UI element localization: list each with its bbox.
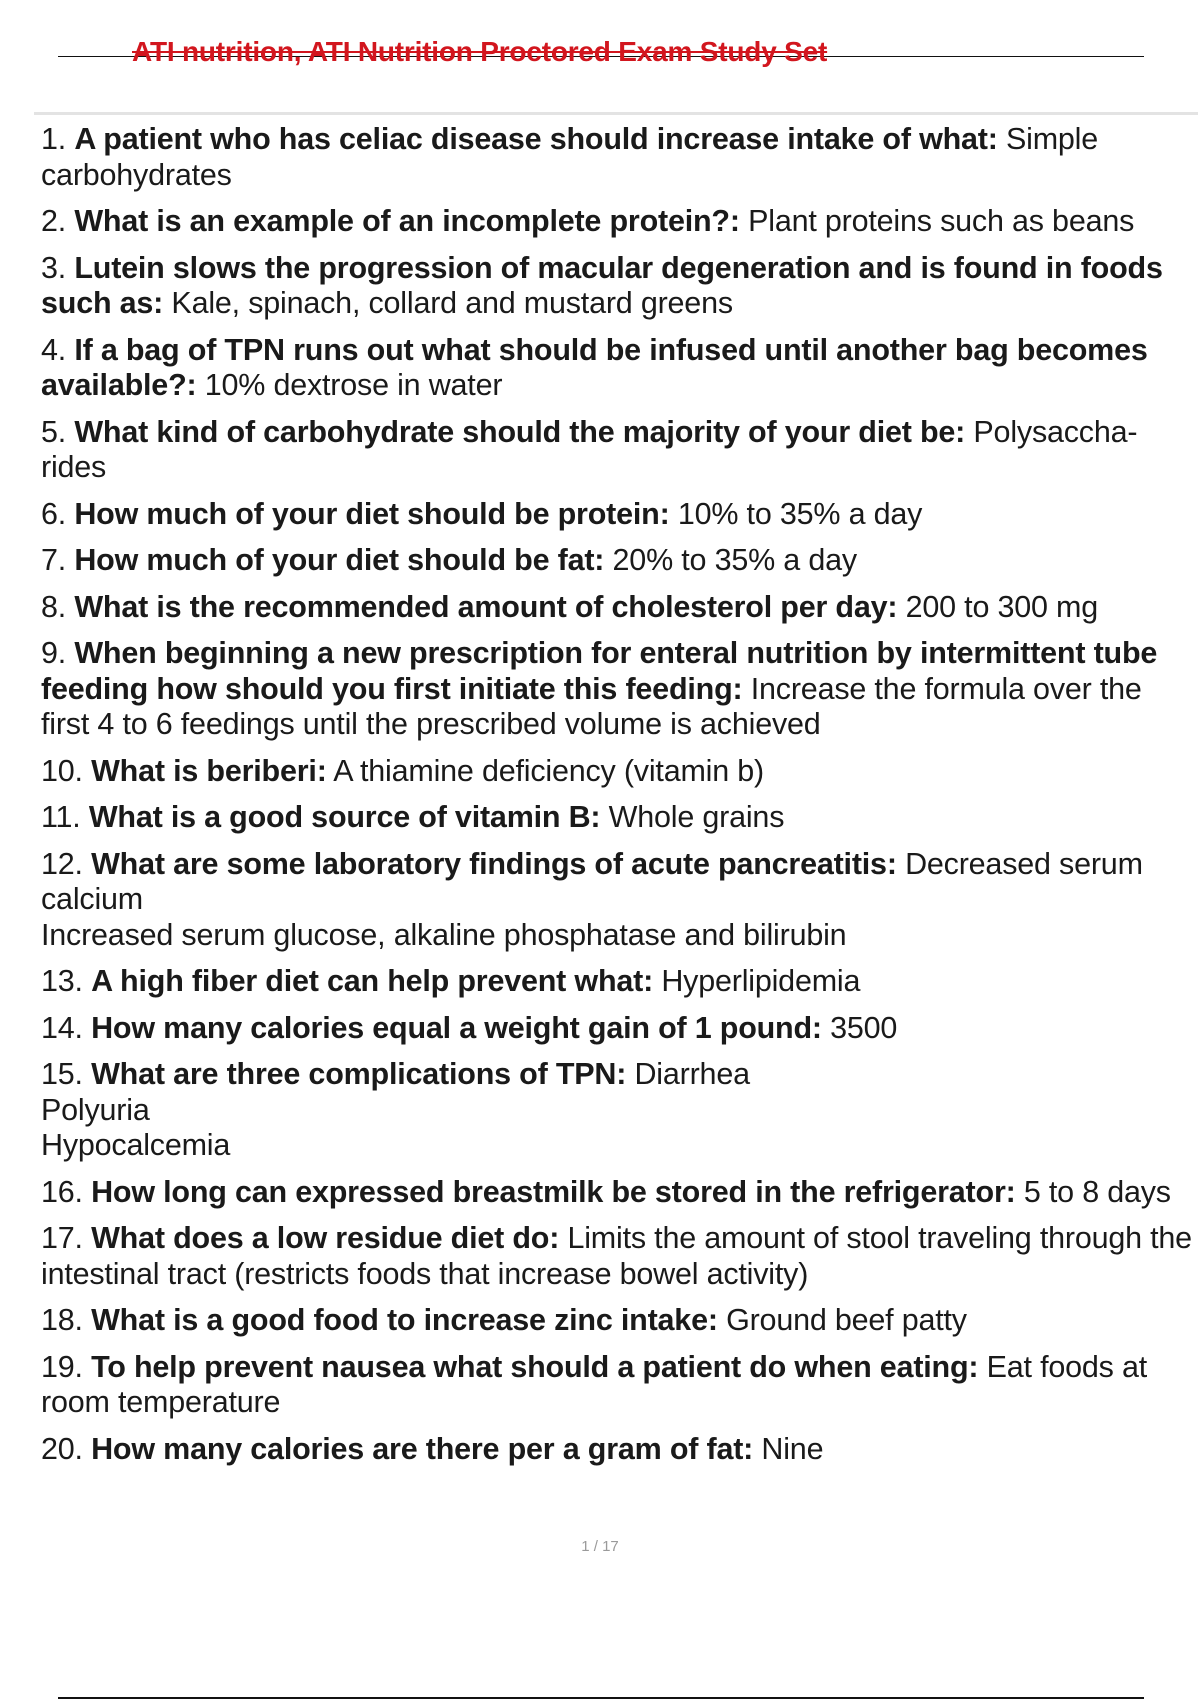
answer-text: Ground beef patty	[717, 1303, 967, 1337]
list-item	[41, 415, 1193, 486]
page-indicator: 1 / 17	[581, 1538, 619, 1555]
item-number: 4.	[41, 332, 67, 367]
question-answer-list	[41, 122, 1193, 1478]
question-text: How much of your diet should be fat:	[74, 543, 605, 577]
item-number: 2.	[41, 204, 67, 238]
list-item	[41, 590, 1193, 626]
item-number: 18.	[41, 1303, 83, 1337]
question-text: How many calories equal a weight gain of 1 pound:	[91, 1010, 822, 1045]
header-divider	[34, 112, 1198, 115]
answer-text: Whole grains	[600, 800, 785, 834]
item-number: 8.	[41, 589, 67, 624]
item-number: 1.	[41, 122, 67, 156]
document-title: ATI nutrition, ATI Nutrition Proctored Exam Study Set	[132, 36, 828, 67]
item-number: 14.	[41, 1010, 83, 1045]
question-text: What is an example of an incomplete protein?:	[74, 204, 740, 238]
answer-text: Nine	[753, 1431, 824, 1466]
answer-text: 200 to 300 mg	[897, 589, 1099, 624]
list-item	[41, 204, 1193, 240]
list-item	[41, 1221, 1193, 1292]
item-number: 17.	[41, 1221, 83, 1255]
item-number: 11.	[41, 800, 81, 834]
answer-text: 5 to 8 days	[1015, 1174, 1171, 1209]
list-item	[41, 1432, 1193, 1468]
question-text: How many calories are there per a gram of fat:	[91, 1431, 754, 1466]
question-text: A patient who has celiac disease should increase intake of what:	[74, 122, 998, 156]
list-item	[41, 1011, 1193, 1047]
item-number: 13.	[41, 964, 83, 998]
answer-text: 10% dextrose in water	[196, 368, 503, 402]
answer-text: 10% to 35% a day	[669, 496, 923, 531]
question-text: A high fiber diet can help prevent what:	[91, 964, 654, 998]
item-number: 19.	[41, 1349, 83, 1384]
document-header	[58, 28, 1144, 74]
answer-text: Limits the amount of stool traveling through the intestinal tract (restricts foods that increase bowel activity)	[41, 1221, 1192, 1291]
item-number: 16.	[41, 1174, 83, 1209]
question-text: What is the recommended amount of cholesterol per day:	[74, 589, 898, 624]
footer-rule	[58, 1697, 1144, 1699]
answer-text: Simple carbohydrates	[41, 122, 1099, 192]
question-text: What is a good source of vitamin B:	[88, 800, 601, 834]
list-item	[41, 1350, 1193, 1421]
answer-text: Kale, spinach, collard and mustard greens	[163, 286, 733, 320]
answer-text: 3500	[821, 1010, 898, 1045]
list-item	[41, 333, 1193, 404]
list-item	[41, 1303, 1193, 1339]
question-text: What are some laboratory findings of acute pancreatitis:	[91, 846, 897, 881]
item-number: 7.	[41, 543, 67, 577]
answer-text: Plant proteins such as beans	[739, 204, 1135, 238]
answer-text: 20% to 35% a day	[604, 543, 857, 577]
question-text: What are three complications of TPN:	[91, 1057, 627, 1091]
question-text: How long can expressed breastmilk be stored in the refrigerator:	[91, 1174, 1016, 1209]
question-text: To help prevent nausea what should a patient do when eating:	[91, 1349, 979, 1384]
question-text: What does a low residue diet do:	[91, 1221, 560, 1255]
list-item	[41, 754, 1193, 790]
item-number: 5.	[41, 414, 67, 449]
item-number: 20.	[41, 1431, 83, 1466]
question-text: If a bag of TPN runs out what should be infused until another bag becomes available?:	[41, 332, 1148, 402]
answer-text: Eat foods at room temperature	[41, 1349, 1148, 1419]
item-number: 12.	[41, 846, 83, 881]
question-text: How much of your diet should be protein:	[74, 496, 670, 531]
answer-text: Increase the formula over the first 4 to 6 feedings until the prescribed volume is achieved	[41, 671, 1142, 741]
question-text: What kind of carbohydrate should the majority of your diet be:	[74, 414, 966, 449]
answer-text: A thiamine deficiency (vitamin b)	[326, 753, 764, 788]
answer-text: Diarrhea Polyuria Hypocalcemia	[41, 1057, 750, 1162]
item-number: 6.	[41, 496, 67, 531]
item-number: 15.	[41, 1057, 83, 1091]
item-number: 10.	[41, 753, 83, 788]
question-text: What is beriberi:	[91, 753, 327, 788]
list-item	[41, 543, 1193, 579]
answer-text: Polysaccha-rides	[41, 414, 1138, 484]
question-text: Lutein slows the progression of macular degeneration and is found in foods such as:	[41, 250, 1163, 320]
list-item	[41, 122, 1193, 193]
answer-text: Hyperlipidemia	[653, 964, 861, 998]
list-item	[41, 1057, 1193, 1164]
question-text: When beginning a new prescription for enteral nutrition by intermittent tube feeding how should you first initiate this feeding:	[41, 636, 1158, 706]
list-item	[41, 251, 1193, 322]
list-item	[41, 497, 1193, 533]
item-number: 3.	[41, 250, 67, 285]
list-item	[41, 636, 1193, 743]
item-number: 9.	[41, 636, 67, 670]
list-item	[41, 964, 1193, 1000]
list-item	[41, 800, 1193, 836]
answer-text: Decreased serum calcium Increased serum glucose, alkaline phosphatase and bilirubin	[41, 846, 1143, 952]
list-item	[41, 847, 1193, 954]
question-text: What is a good food to increase zinc intake:	[91, 1303, 718, 1337]
list-item	[41, 1175, 1193, 1211]
